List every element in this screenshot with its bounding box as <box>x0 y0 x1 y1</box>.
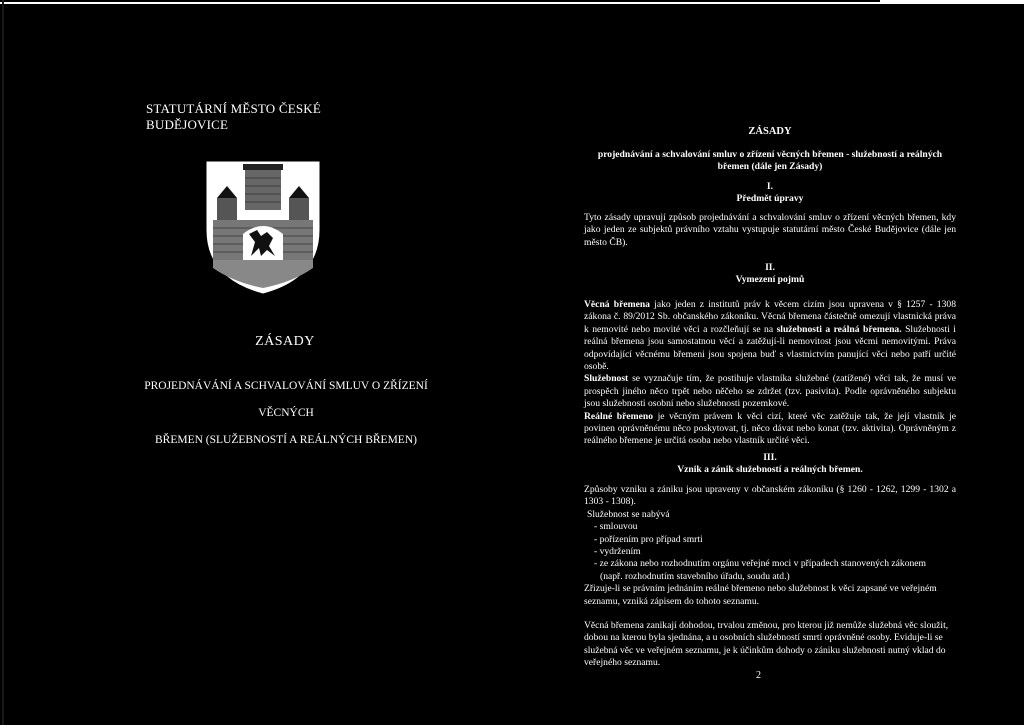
section-1-text: Tyto zásady upravují způsob projednávání a schvalování smluv o zřízení věcných břemen, kdy jako jeden ze subjektů právního vztahu vystupuje statutární město České Budějovice (dále jen město ČB). <box>584 212 956 248</box>
definition-sluzebnost: se vyznačuje tím, že postihuje vlastníka služebné (zatížené) věci tak, že musí ve prospěch jiného něco trpět nebo něčeho se zdržet (tzv. pasivita). Podle oprávněného subjektu jsou služebnosti osobní nebo služebnosti pozemkové. <box>584 373 956 410</box>
top-border-notch <box>880 0 1024 4</box>
list-item: - ze zákona nebo rozhodnutím orgánu veřejné moci v případech stanovených zákonem <box>594 558 927 570</box>
coat-of-arms-icon <box>203 160 323 295</box>
top-border <box>0 2 1024 4</box>
section-3-intro: Způsoby vzniku a zániku jsou upraveny v občanském zákoníku (§ 1260 - 1262, 1299 - 1302 a 1303 - 1308). <box>584 484 956 508</box>
definition-continued: Služebnosti i reálná břemena jsou samostatnou věcí a zatěžují-li nemovitost jsou věcmi nemovitými. Práva odpovídající věcnému břemeni jsou spojena buď s vlastnictvím panující věci nebo patří určité osobě. <box>584 323 956 373</box>
list-item: (např. rozhodnutím stavebního úřadu, soudu atd.) <box>600 570 790 582</box>
list-item: - smlouvou <box>594 521 638 533</box>
cover-heading: ZÁSADY <box>255 334 315 349</box>
section-3-body <box>584 484 956 670</box>
city-title: STATUTÁRNÍ MĚSTO ČESKÉ BUDĚJOVICE <box>146 101 322 132</box>
term-vecna-bremena: Věcná břemena <box>584 299 650 310</box>
section-2-number: II. <box>765 262 775 273</box>
definition-vecna-bremena: jako jeden z institutů práv k věcem cizím jsou upravena v § 1257 - 1308 zákona č. 89/2012 Sb. občanského zákoníku. Věcná břemena částečně omezují vlastnická práva k nemovité nebo movité věci a rozčleňují se na <box>584 299 956 335</box>
cover-subtitle-line1: PROJEDNÁVÁNÍ A SCHVALOVÁNÍ SMLUV O ZŘÍZENÍ VĚCNÝCH <box>144 380 428 419</box>
term-realne-bremeno: Reálné břemeno <box>584 410 654 422</box>
section-3-registry: Zřizuje-li se právním jednáním reálné břemeno nebo služebnost k věci zapsané ve veřejném seznamu, vzniká zápisem do tohoto seznamu. <box>584 583 937 607</box>
page-number: 2 <box>756 670 761 681</box>
section-1-number: I. <box>766 181 774 192</box>
section-2-definitions <box>584 299 956 448</box>
term-sluzebnost: Služebnost <box>584 373 629 385</box>
section-3-number: III. <box>763 452 777 463</box>
cover-subtitle-line2: BŘEMEN (SLUŽEBNOSTÍ A REÁLNÝCH BŘEMEN) <box>155 434 417 446</box>
list-item: - pořízením pro případ smrti <box>594 533 703 545</box>
definition-realne-bremeno: je věcným právem k věci cizí, které věc zatěžuje tak, že její vlastník je povinen oprávněnému něco poskytovat, tj. něco dávat nebo konat (tzv. aktivita). Oprávněným z reálného břemene je určitá osoba nebo vlastník určité věci. <box>584 410 956 447</box>
list-item: - vydržením <box>594 546 641 558</box>
term-sluzebnosti-realna: služebnosti a reálná břemena. <box>776 323 902 335</box>
section-1-title: Předmět úpravy <box>736 193 804 204</box>
document-title: ZÁSADY <box>748 126 792 137</box>
section-3-title: Vznik a zánik služebností a reálných břemen. <box>677 464 863 475</box>
section-3-list-intro: Služebnost se nabývá <box>587 508 670 520</box>
document-subtitle: projednávání a schvalování smluv o zřízení věcných břemen - služebností a reálných břemen (dále jen Zásady) <box>597 149 943 173</box>
section-2-title: Vymezení pojmů <box>735 274 805 285</box>
section-3-extinction: Věcná břemena zanikají dohodou, trvalou změnou, pro kterou již nemůže služebná věc sloužit, dobou na kterou byla sjednána, a u osobních služebností smrtí oprávněné osoby. Eviduje-li se služebná věc ve veřejném seznamu, je k účinkům dohody o zániku služebnosti nutný vklad do veřejného seznamu. <box>584 620 949 669</box>
cover-subtitle <box>136 373 436 454</box>
left-edge <box>2 0 4 725</box>
